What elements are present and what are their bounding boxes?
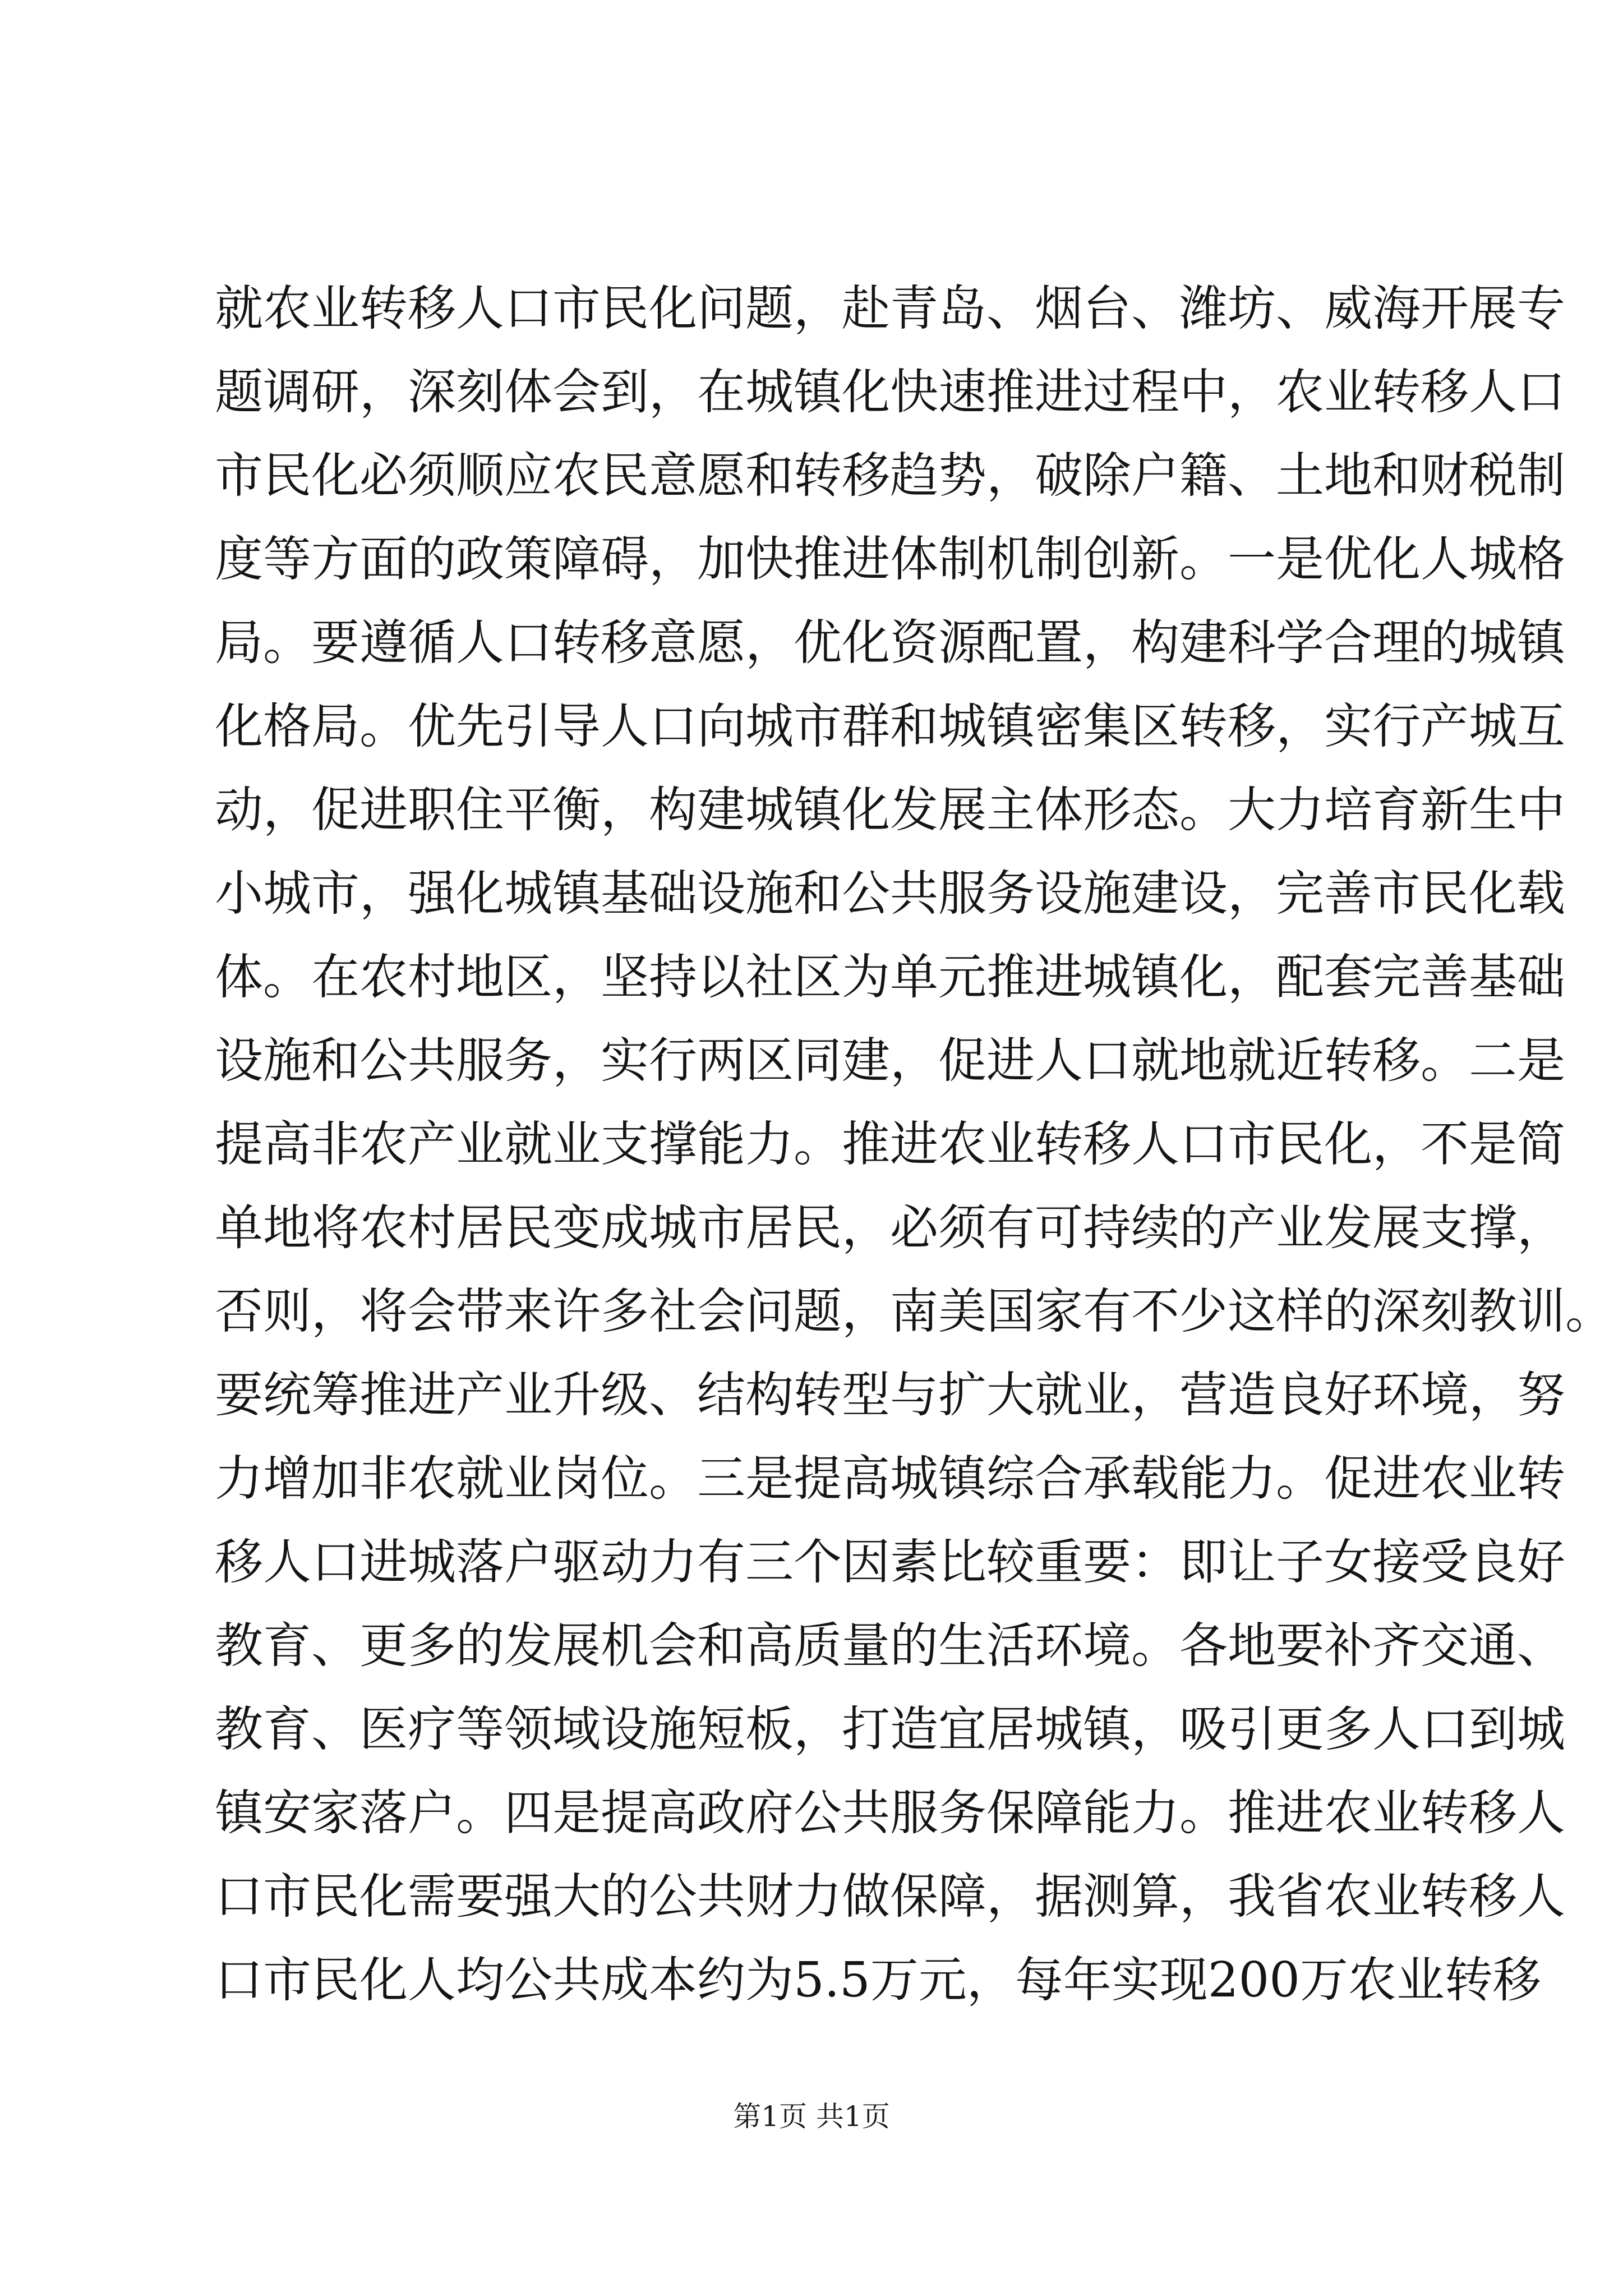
text-line: 要统筹推进产业升级、结构转型与扩大就业，营造良好环境，努 <box>215 1367 1565 1423</box>
text-line: 体。在农村地区，坚持以社区为单元推进城镇化，配套完善基础 <box>215 949 1565 1005</box>
text-line: 提高非农产业就业支撑能力。推进农业转移人口市民化，不是简 <box>215 1116 1565 1172</box>
text-line: 题调研，深刻体会到，在城镇化快速推进过程中，农业转移人口 <box>215 364 1565 420</box>
text-line: 单地将农村居民变成城市居民，必须有可持续的产业发展支撑， <box>215 1200 1565 1256</box>
text-line: 教育、更多的发展机会和高质量的生活环境。各地要补齐交通、 <box>215 1618 1565 1674</box>
text-line: 局。要遵循人口转移意愿，优化资源配置，构建科学合理的城镇 <box>215 615 1565 671</box>
text-line: 设施和公共服务，实行两区同建，促进人口就地就近转移。二是 <box>215 1033 1565 1089</box>
page-footer <box>0 2097 1623 2136</box>
text-line: 力增加非农就业岗位。三是提高城镇综合承载能力。促进农业转 <box>215 1451 1565 1507</box>
text-line: 否则，将会带来许多社会问题，南美国家有不少这样的深刻教训。 <box>215 1283 1613 1340</box>
text-line: 移人口进城落户驱动力有三个因素比较重要：即让子女接受良好 <box>215 1534 1565 1590</box>
text-line: 镇安家落户。四是提高政府公共服务保障能力。推进农业转移人 <box>215 1785 1565 1841</box>
text-line: 动，促进职住平衡，构建城镇化发展主体形态。大力培育新生中 <box>215 782 1565 838</box>
text-line: 度等方面的政策障碍，加快推进体制机制创新。一是优化人城格 <box>215 531 1565 587</box>
text-line: 口市民化人均公共成本约为5.5万元，每年实现200万农业转移 <box>215 1952 1541 2008</box>
text-line: 就农业转移人口市民化问题，赴青岛、烟台、潍坊、威海开展专 <box>215 280 1565 337</box>
text-line: 化格局。优先引导人口向城市群和城镇密集区转移，实行产城互 <box>215 698 1565 754</box>
text-line: 市民化必须顺应农民意愿和转移趋势，破除户籍、土地和财税制 <box>215 448 1565 504</box>
body-paragraph <box>215 267 1613 2022</box>
page-number-label: 第1页 共1页 <box>733 2100 890 2133</box>
text-line: 教育、医疗等领域设施短板，打造宜居城镇，吸引更多人口到城 <box>215 1701 1565 1757</box>
text-line: 小城市，强化城镇基础设施和公共服务设施建设，完善市民化载 <box>215 866 1565 922</box>
text-line: 口市民化需要强大的公共财力做保障，据测算，我省农业转移人 <box>215 1869 1565 1925</box>
